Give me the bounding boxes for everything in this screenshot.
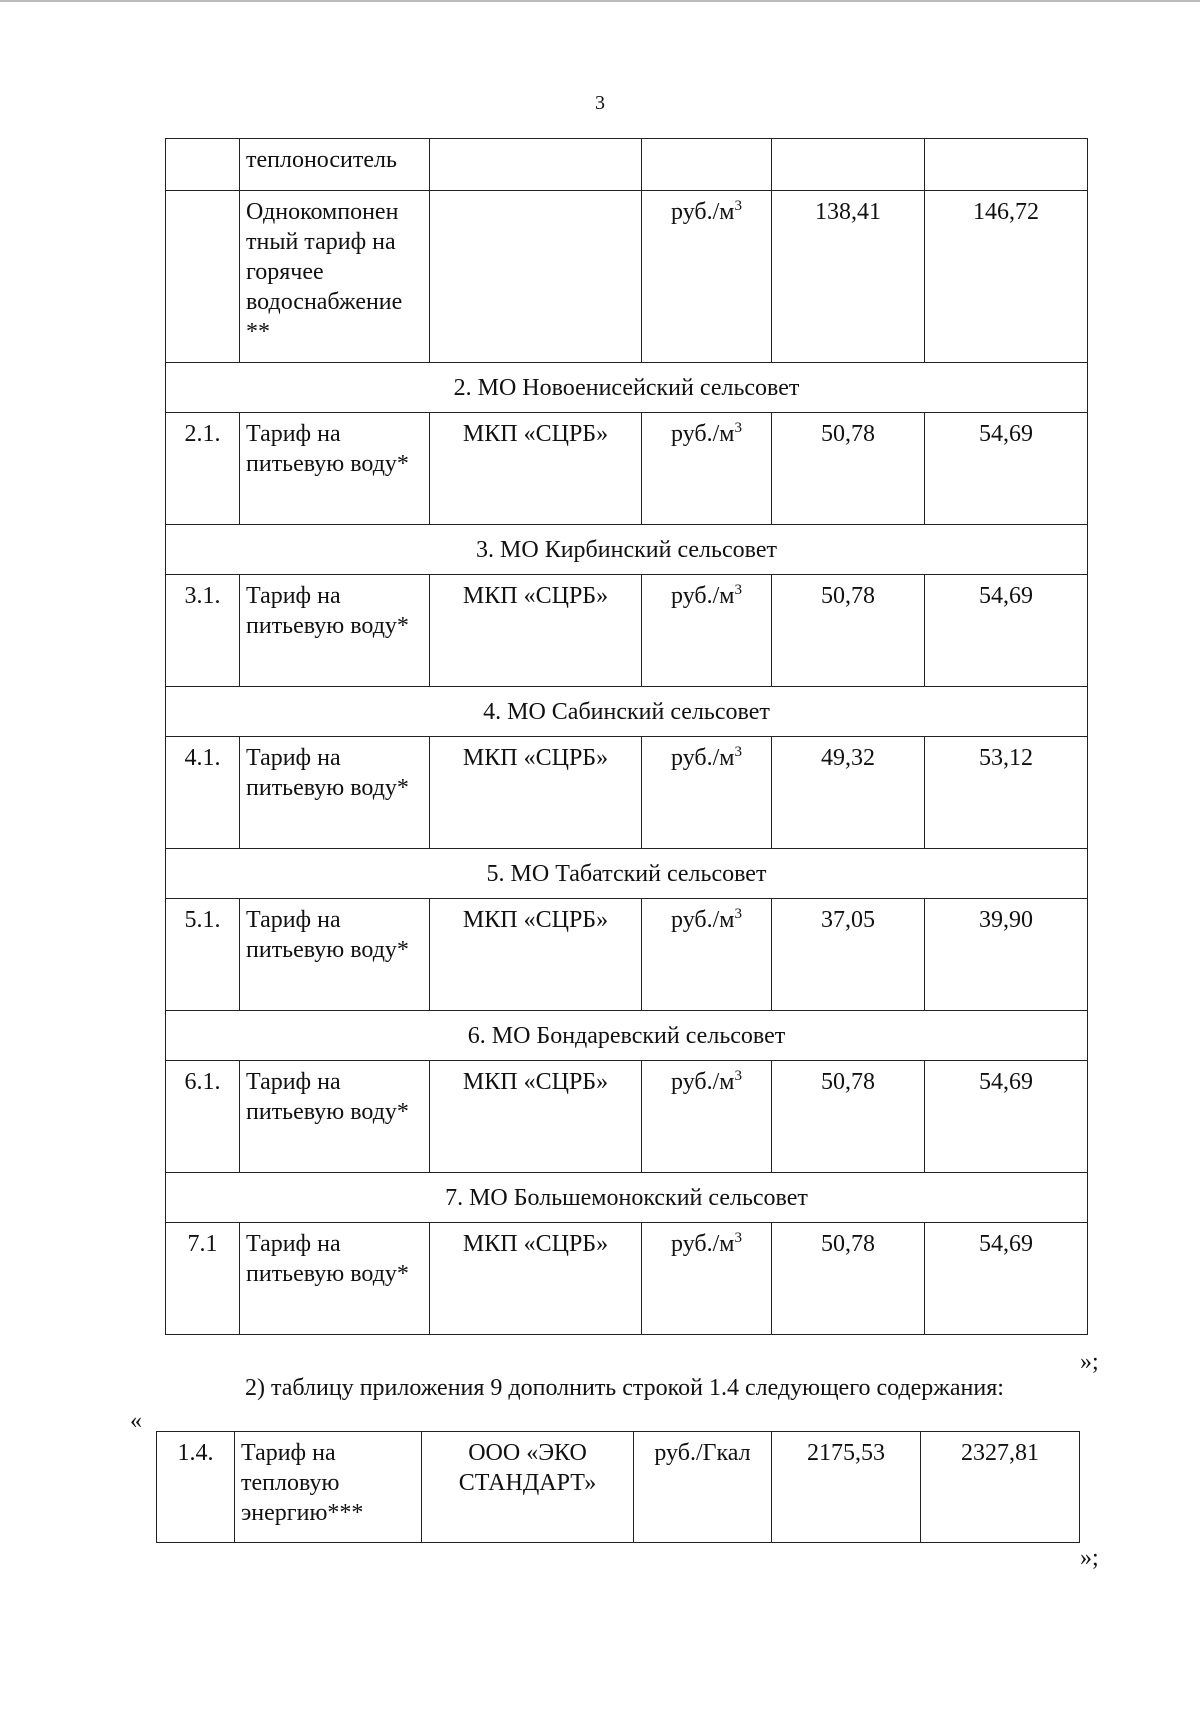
- organization: [430, 139, 642, 191]
- appendix-9-row-table: [156, 1431, 1080, 1543]
- tariff-value-1: 138,41: [772, 191, 925, 363]
- table-row: [166, 1223, 1088, 1335]
- tariff-value-2: 54,69: [925, 1223, 1088, 1335]
- tariff-name: Тариф на питьевую воду*: [240, 737, 430, 849]
- scan-top-edge: [0, 0, 1200, 2]
- tariff-value-2: 53,12: [925, 737, 1088, 849]
- row-number: [166, 191, 240, 363]
- tariff-name: Тариф на питьевую воду*: [240, 1061, 430, 1173]
- row-number: 4.1.: [166, 737, 240, 849]
- tariff-value-2: 54,69: [925, 1061, 1088, 1173]
- tariff-value-1: 50,78: [772, 1223, 925, 1335]
- table-row: [166, 1061, 1088, 1173]
- page-number: 3: [595, 92, 605, 114]
- section-title: 3. МО Кирбинский сельсовет: [166, 525, 1088, 575]
- section-header-row: [166, 849, 1088, 899]
- row-number: 6.1.: [166, 1061, 240, 1173]
- tariff-value-1: 37,05: [772, 899, 925, 1011]
- tariff-value-2: [925, 139, 1088, 191]
- unit: $руб./м^3$: [642, 413, 772, 525]
- row-number: 3.1.: [166, 575, 240, 687]
- amendment-paragraph: 2) таблицу приложения 9 дополнить строкой 1.4 следующего содержания:: [245, 1375, 1004, 1401]
- tariff-value-1: 50,78: [772, 1061, 925, 1173]
- row-number: 5.1.: [166, 899, 240, 1011]
- organization: МКП «СЦРБ»: [430, 899, 642, 1011]
- unit: $руб./м^3$: [642, 191, 772, 363]
- unit: $руб./м^3$: [642, 575, 772, 687]
- row-number: 1.4.: [157, 1432, 235, 1543]
- tariff-name: Однокомпонен тный тариф на горячее водоснабжение **: [240, 191, 430, 363]
- table-row: [166, 191, 1088, 363]
- closing-quote: »;: [1080, 1349, 1099, 1375]
- tariff-value-2: 146,72: [925, 191, 1088, 363]
- tariff-name: Тариф на питьевую воду*: [240, 575, 430, 687]
- table-row: [166, 139, 1088, 191]
- unit: $руб./м^3$: [642, 737, 772, 849]
- tariff-value-2: 2327,81: [921, 1432, 1080, 1543]
- organization: МКП «СЦРБ»: [430, 575, 642, 687]
- organization: МКП «СЦРБ»: [430, 413, 642, 525]
- row-number: 7.1: [166, 1223, 240, 1335]
- tariff-value-1: 50,78: [772, 413, 925, 525]
- section-header-row: [166, 687, 1088, 737]
- row-number: 2.1.: [166, 413, 240, 525]
- section-header-row: [166, 363, 1088, 413]
- row-number: [166, 139, 240, 191]
- unit: $руб./м^3$: [642, 1061, 772, 1173]
- section-title: 2. МО Новоенисейский сельсовет: [166, 363, 1088, 413]
- tariff-name: Тариф на питьевую воду*: [240, 899, 430, 1011]
- section-title: 5. МО Табатский сельсовет: [166, 849, 1088, 899]
- tariff-value-1: [772, 139, 925, 191]
- organization: МКП «СЦРБ»: [430, 1061, 642, 1173]
- section-title: 4. МО Сабинский сельсовет: [166, 687, 1088, 737]
- section-title: 6. МО Бондаревский сельсовет: [166, 1011, 1088, 1061]
- tariff-value-1: 2175,53: [772, 1432, 921, 1543]
- tariff-value-2: 54,69: [925, 575, 1088, 687]
- tariff-name: теплоноситель: [240, 139, 430, 191]
- table-row: [166, 737, 1088, 849]
- table-row: [157, 1432, 1080, 1543]
- tariff-name: Тариф на питьевую воду*: [240, 413, 430, 525]
- tariff-name: Тариф на питьевую воду*: [240, 1223, 430, 1335]
- unit: $руб./м^3$: [642, 1223, 772, 1335]
- unit: $руб./м^3$: [642, 899, 772, 1011]
- table-row: [166, 899, 1088, 1011]
- tariff-value-1: 50,78: [772, 575, 925, 687]
- unit: руб./Гкал: [634, 1432, 772, 1543]
- tariff-table: [165, 138, 1088, 1335]
- section-header-row: [166, 1011, 1088, 1061]
- organization: [430, 191, 642, 363]
- unit: [642, 139, 772, 191]
- table-row: [166, 575, 1088, 687]
- tariff-value-2: 39,90: [925, 899, 1088, 1011]
- table-row: [166, 413, 1088, 525]
- organization: МКП «СЦРБ»: [430, 737, 642, 849]
- section-header-row: [166, 1173, 1088, 1223]
- tariff-value-1: 49,32: [772, 737, 925, 849]
- opening-quote: «: [130, 1408, 142, 1434]
- section-header-row: [166, 525, 1088, 575]
- organization: ООО «ЭКО СТАНДАРТ»: [422, 1432, 634, 1543]
- organization: МКП «СЦРБ»: [430, 1223, 642, 1335]
- tariff-value-2: 54,69: [925, 413, 1088, 525]
- section-title: 7. МО Большемонокский сельсовет: [166, 1173, 1088, 1223]
- closing-quote-2: »;: [1080, 1545, 1099, 1571]
- tariff-name: Тариф на тепловую энергию***: [235, 1432, 422, 1543]
